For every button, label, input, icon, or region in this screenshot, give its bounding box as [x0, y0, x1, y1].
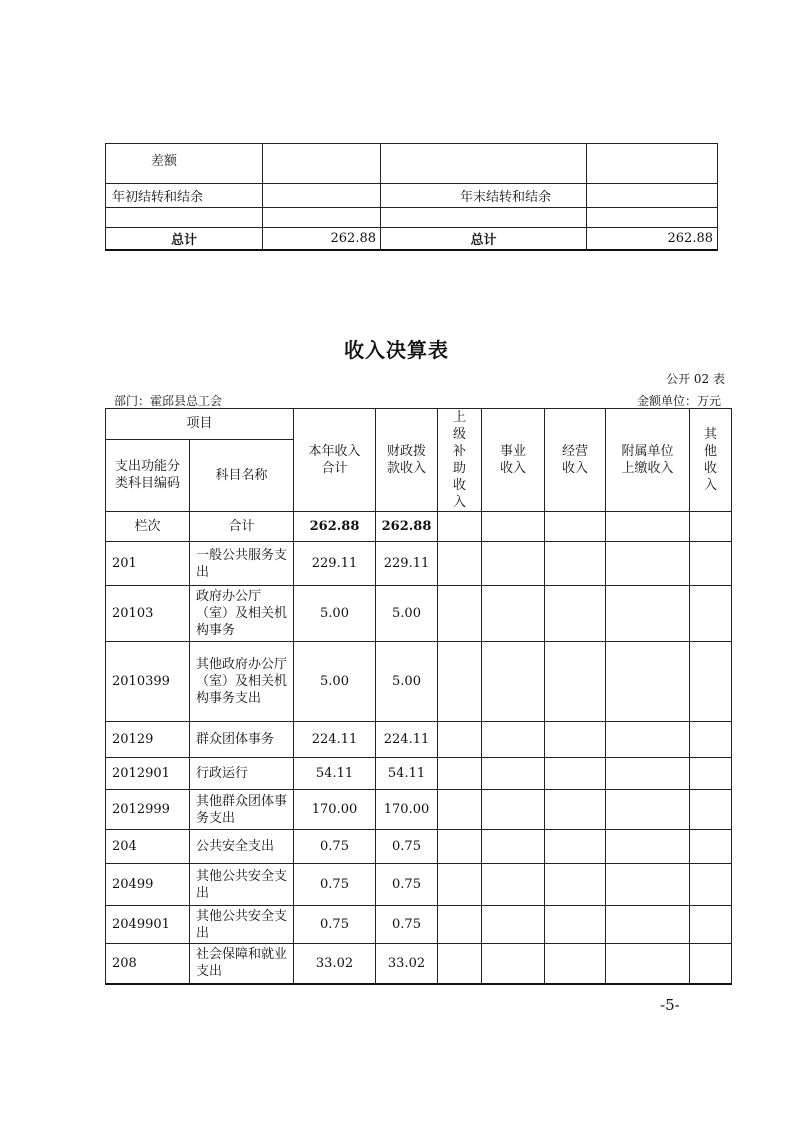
fiscal-cell: 33.02	[376, 944, 438, 984]
table-row	[106, 790, 732, 830]
empty-cell	[545, 642, 606, 722]
empty-cell	[606, 542, 690, 586]
empty-cell	[482, 906, 545, 944]
empty-cell	[438, 864, 482, 906]
empty-cell	[106, 208, 263, 228]
empty-cell	[482, 542, 545, 586]
empty-cell	[482, 586, 545, 642]
row-name: 合计	[190, 512, 294, 542]
col-header: 本年收入合计	[294, 409, 376, 512]
total-cell: 170.00	[294, 790, 376, 830]
code-cell: 2012901	[106, 758, 190, 790]
code-cell: 201	[106, 542, 190, 586]
table-row	[106, 722, 732, 758]
total-cell: 5.00	[294, 586, 376, 642]
empty-cell	[606, 864, 690, 906]
empty-cell	[438, 830, 482, 864]
summary-row	[106, 512, 732, 542]
total-label2: 总计	[381, 228, 587, 250]
empty-cell	[438, 586, 482, 642]
fiscal-cell: 0.75	[376, 906, 438, 944]
empty-cell	[606, 722, 690, 758]
empty-cell	[482, 790, 545, 830]
name-cell: 其他公共安全支出	[190, 864, 294, 906]
table-row	[106, 758, 732, 790]
empty-cell	[438, 790, 482, 830]
total-row	[106, 228, 718, 250]
total-cell: 229.11	[294, 542, 376, 586]
empty-cell	[482, 830, 545, 864]
table-row	[106, 586, 732, 642]
empty-cell	[690, 642, 732, 722]
table-row	[106, 944, 732, 984]
fiscal-cell: 170.00	[376, 790, 438, 830]
closing-balance-label: 年末结转和结余	[381, 184, 587, 208]
fiscal-cell: 5.00	[376, 642, 438, 722]
col-header: 其他收入	[690, 409, 732, 512]
income-table	[105, 408, 732, 985]
empty-cell	[482, 512, 545, 542]
empty-cell	[545, 512, 606, 542]
empty-cell	[482, 758, 545, 790]
code-header: 支出功能分类科目编码	[106, 439, 190, 511]
opening-balance-label: 年初结转和结余	[106, 184, 263, 208]
col-header: 经营收入	[545, 409, 606, 512]
name-header: 科目名称	[190, 439, 294, 511]
code-cell: 20103	[106, 586, 190, 642]
empty-cell	[438, 542, 482, 586]
empty-cell	[545, 830, 606, 864]
opening-balance-value	[263, 184, 381, 208]
empty-cell	[587, 208, 718, 228]
empty-cell	[438, 722, 482, 758]
total-cell: 0.75	[294, 906, 376, 944]
total-cell: 33.02	[294, 944, 376, 984]
total-cell: 0.75	[294, 830, 376, 864]
balance-value2	[587, 144, 718, 184]
empty-cell	[690, 830, 732, 864]
page-title: 收入决算表	[344, 338, 449, 362]
fiscal-cell: 229.11	[376, 542, 438, 586]
balance-label: 差额	[106, 144, 263, 184]
fiscal-cell: 54.11	[376, 758, 438, 790]
empty-cell	[438, 906, 482, 944]
page-number: -5-	[660, 996, 680, 1014]
name-cell: 其他政府办公厅（室）及相关机构事务支出	[190, 642, 294, 722]
item-header: 项目	[106, 409, 294, 440]
total-value2: 262.88	[587, 228, 718, 250]
total-cell: 0.75	[294, 864, 376, 906]
fiscal-cell: 5.00	[376, 586, 438, 642]
col-header: 附属单位上缴收入	[606, 409, 690, 512]
empty-cell	[606, 512, 690, 542]
empty-cell	[482, 642, 545, 722]
empty-cell	[482, 864, 545, 906]
empty-cell	[545, 722, 606, 758]
empty-cell	[545, 944, 606, 984]
empty-cell	[690, 944, 732, 984]
fiscal-cell: 0.75	[376, 830, 438, 864]
empty-cell	[545, 790, 606, 830]
name-cell: 公共安全支出	[190, 830, 294, 864]
col-header: 上级补助收入	[438, 409, 482, 512]
empty-cell	[606, 642, 690, 722]
empty-cell	[438, 944, 482, 984]
empty-cell	[690, 758, 732, 790]
empty-cell	[606, 586, 690, 642]
code-cell: 20499	[106, 864, 190, 906]
total-cell: 54.11	[294, 758, 376, 790]
table-row	[106, 208, 718, 228]
total-label: 总计	[106, 228, 263, 250]
table-row	[106, 542, 732, 586]
code-cell: 20129	[106, 722, 190, 758]
empty-cell	[606, 830, 690, 864]
name-cell: 群众团体事务	[190, 722, 294, 758]
empty-cell	[690, 722, 732, 758]
total-value: 262.88	[263, 228, 381, 250]
empty-cell	[438, 642, 482, 722]
summary-table	[105, 143, 718, 251]
table-row	[106, 864, 732, 906]
empty-cell	[606, 906, 690, 944]
empty-cell	[482, 944, 545, 984]
empty-cell	[438, 512, 482, 542]
balance-label2	[381, 144, 587, 184]
empty-cell	[606, 790, 690, 830]
empty-cell	[545, 758, 606, 790]
balance-value	[263, 144, 381, 184]
table-row	[106, 906, 732, 944]
empty-cell	[263, 208, 381, 228]
code-cell: 2049901	[106, 906, 190, 944]
department-label: 部门：霍邱县总工会	[114, 394, 223, 408]
empty-cell	[438, 758, 482, 790]
code-cell: 2010399	[106, 642, 190, 722]
empty-cell	[482, 722, 545, 758]
code-cell: 2012999	[106, 790, 190, 830]
empty-cell	[690, 906, 732, 944]
name-cell: 社会保障和就业支出	[190, 944, 294, 984]
col-header: 事业收入	[482, 409, 545, 512]
empty-cell	[690, 542, 732, 586]
empty-cell	[690, 790, 732, 830]
empty-cell	[545, 906, 606, 944]
table-row	[106, 184, 718, 208]
table-row	[106, 642, 732, 722]
table-row	[106, 830, 732, 864]
col-header: 财政拨款收入	[376, 409, 438, 512]
name-cell: 其他群众团体事务支出	[190, 790, 294, 830]
closing-balance-value	[587, 184, 718, 208]
empty-cell	[690, 512, 732, 542]
unit-label: 金额单位：万元	[636, 394, 721, 408]
row-label: 栏次	[106, 512, 190, 542]
name-cell: 一般公共服务支出	[190, 542, 294, 586]
name-cell: 政府办公厅（室）及相关机构事务	[190, 586, 294, 642]
code-cell: 204	[106, 830, 190, 864]
empty-cell	[545, 586, 606, 642]
header-row	[106, 409, 732, 440]
total-cell: 5.00	[294, 642, 376, 722]
fiscal-cell: 0.75	[376, 864, 438, 906]
name-cell: 行政运行	[190, 758, 294, 790]
table-code: 公开 02 表	[666, 372, 725, 386]
empty-cell	[381, 208, 587, 228]
fiscal-cell: 262.88	[376, 512, 438, 542]
empty-cell	[690, 864, 732, 906]
name-cell: 其他公共安全支出	[190, 906, 294, 944]
empty-cell	[545, 864, 606, 906]
total-cell: 262.88	[294, 512, 376, 542]
table-row	[106, 144, 718, 184]
empty-cell	[690, 586, 732, 642]
empty-cell	[606, 758, 690, 790]
empty-cell	[545, 542, 606, 586]
code-cell: 208	[106, 944, 190, 984]
total-cell: 224.11	[294, 722, 376, 758]
fiscal-cell: 224.11	[376, 722, 438, 758]
empty-cell	[606, 944, 690, 984]
